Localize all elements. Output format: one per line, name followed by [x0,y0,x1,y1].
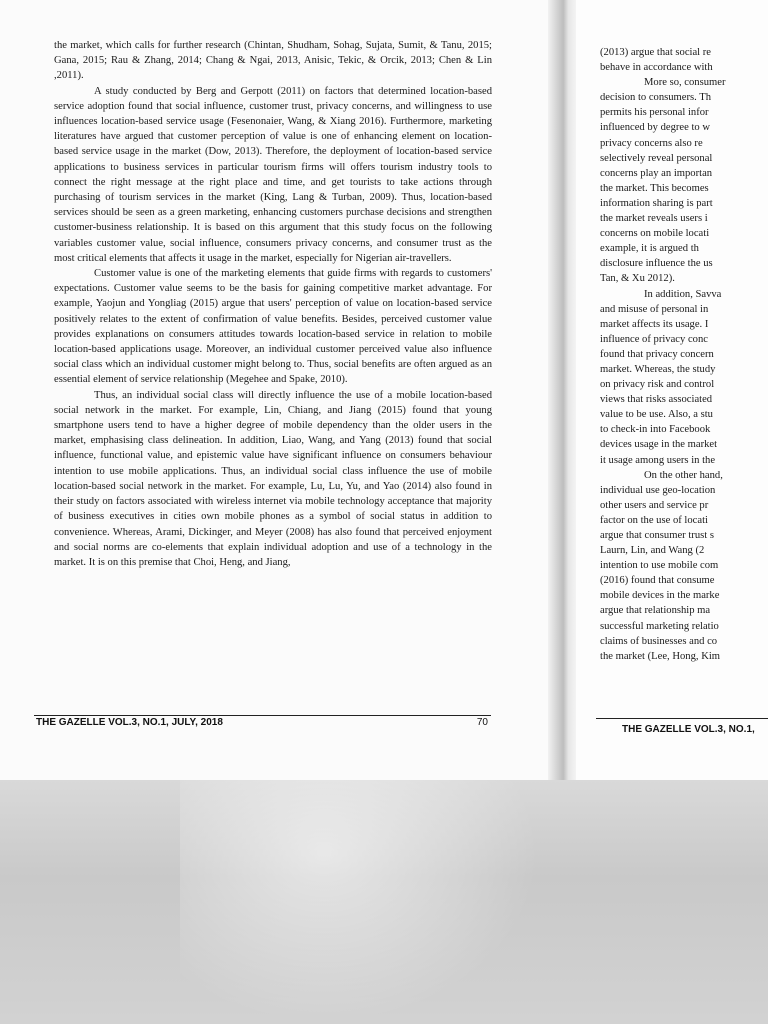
page-number: 70 [476,717,488,728]
right-page-line: disclosure influence the us [600,258,713,270]
right-page-line: influence of privacy conc [600,333,708,345]
right-page-line: argue that relationship ma [600,605,711,617]
right-page-line: to check-in into Facebook [600,424,711,436]
right-page-line: successful marketing relatio [600,620,719,632]
right-page-line: concerns on mobile locati [600,228,710,240]
right-page-line: decision to consumers. Th [600,92,712,104]
right-page-line: the market reveals users i [600,213,708,225]
right-page-line: mobile devices in the marke [600,590,720,602]
right-page-line: On the other hand, [644,469,723,481]
right-page-line: other users and service pr [600,499,709,511]
right-page-line: found that privacy concern [600,348,714,360]
background-glare [180,780,540,1024]
left-footer [36,717,488,728]
right-page-line: the market. This becomes [600,182,709,194]
right-page-line: views that risks associated [600,394,713,406]
right-page-line: Tan, & Xu 2012). [600,273,675,285]
right-page-line: In addition, Savva [644,288,722,300]
right-page-line: example, it is argued th [600,243,699,255]
paragraph-4: Thus, an individual social class will directly influence the use of a mobile location-based social network in the market. For example, Lin, Chiang, and Jiang (2015) found that young smartphone users tend to have a higher degree of mobile dependency than the older users in the market, emphasising class delineation. In addition, Liao, Wang, and Yang (2013) found that social influence, functional value, and epistemic value have significant influence on consumers behaviour intention to use mobile applications. Thus, an individual social class influence the use of mobile location-based social network in the market. For example, Lu, Lu, Yu, and Yao (2014) also found in their study on factors associated with wireless internet via mobile technology acceptance that majority of business executives in cities own mobile phones as a symbol of social status in addition to convenience. Whereas, Arami, Dickinger, and Meyer (2008) has also found that perceived enjoyment and social norms are co-elements that explain individual adoption and use of a technology in the market. It is on this premise that Choi, Heng, and Jiang, [54,389,492,568]
right-page [576,0,768,800]
left-footer-rule [34,715,491,716]
right-page-line: value to be use. Also, a stu [600,409,713,421]
right-page-line: (2016) found that consume [600,575,715,587]
right-page-line: factor on the use of locati [600,514,708,526]
right-page-line: Laurn, Lin, and Wang (2 [600,545,705,557]
right-page-line: permits his personal infor [600,107,709,119]
right-page-line: (2013) argue that social re [600,47,711,58]
right-page-line: More so, consumer [644,77,726,89]
left-page-body [54,38,492,570]
right-footer: THE GAZELLE VOL.3, NO.1, [622,724,755,735]
right-footer-rule [596,718,768,719]
right-page-line: market. Whereas, the study [600,363,716,375]
right-page-line: claims of businesses and co [600,635,718,647]
right-page-line: information sharing is part [600,197,713,209]
right-page-line: intention to use mobile com [600,560,719,572]
right-page-line: on privacy risk and control [600,379,715,391]
right-page-body [600,45,768,664]
paragraph-1: the market, which calls for further research (Chintan, Shudham, Sohag, Sujata, Sumit, & Tanu, 2015; Gana, 2015; Rau & Zhang, 2014; Chang & Ngai, 2013, Anisic, Tekic, & Orcik, 2013; Chen & Lin ,2011). [54,40,492,82]
right-page-line: devices usage in the market [600,439,718,451]
right-page-line: privacy concerns also re [600,137,703,149]
left-footer-title: THE GAZELLE VOL.3, NO.1, JULY, 2018 [36,717,223,728]
right-page-line: it usage among users in the [600,454,716,466]
right-page-line: influenced by degree to w [600,122,711,134]
paragraph-3: Customer value is one of the marketing elements that guide firms with regards to customers' expectations. Customer value seems to be the basis for gaining competitive market advantage. For example, Yaojun and Yongliag (2015) argue that users' perception of value on location-based service positively relates to the extent of confirmation of value benefits. Besides, perceived customer value provides explanations on consumers attitudes towards location-based service in relation to mobile location-based applications usage. Moreover, an individual customer perceived value also influence social class which an individual customer might belong to. Thus, social benefits are often argued as an essential element of service relationship (Megehee and Spake, 2010). [54,268,492,386]
right-page-line: individual use geo-location [600,484,716,496]
right-page-line: behave in accordance with [600,62,713,74]
right-page-line: the market (Lee, Hong, Kim [600,650,721,662]
right-page-line: market affects its usage. I [600,318,709,330]
right-page-line: concerns play an importan [600,167,713,179]
right-page-line: argue that consumer trust s [600,530,714,541]
paragraph-2: A study conducted by Berg and Gerpott (2011) on factors that determined location-based service adoption found that social influence, customer trust, privacy concerns, and willingness to use influences location-based service usage (Fesenonaier, Wang, & Xiang 2016). Furthermore, marketing literatures have argued that customer perception of value is one of enhancing element on location-based service usage in the market (Dow, 2013). Therefore, the deployment of location-based service applications to business services in particular tourism firms will offers tourism industry tools to connect the right message at the right place and time, and get tourists to take actions through purchasing of tourism services in the market (King, Lang & Turban, 2009). Thus, location-based services should be seen as a green marketing, enhancing customers purchase decisions and strengthen customer-business relationship. It is based on this argument that this study focus on the following variables customer value, social influence, consumers privacy concerns, and consumer trust as the most critical elements that affects it usage in the market, especially for Nigerian air-travellers. [54,85,492,264]
right-page-line: and misuse of personal in [600,303,709,315]
right-page-line: selectively reveal personal [600,152,713,164]
